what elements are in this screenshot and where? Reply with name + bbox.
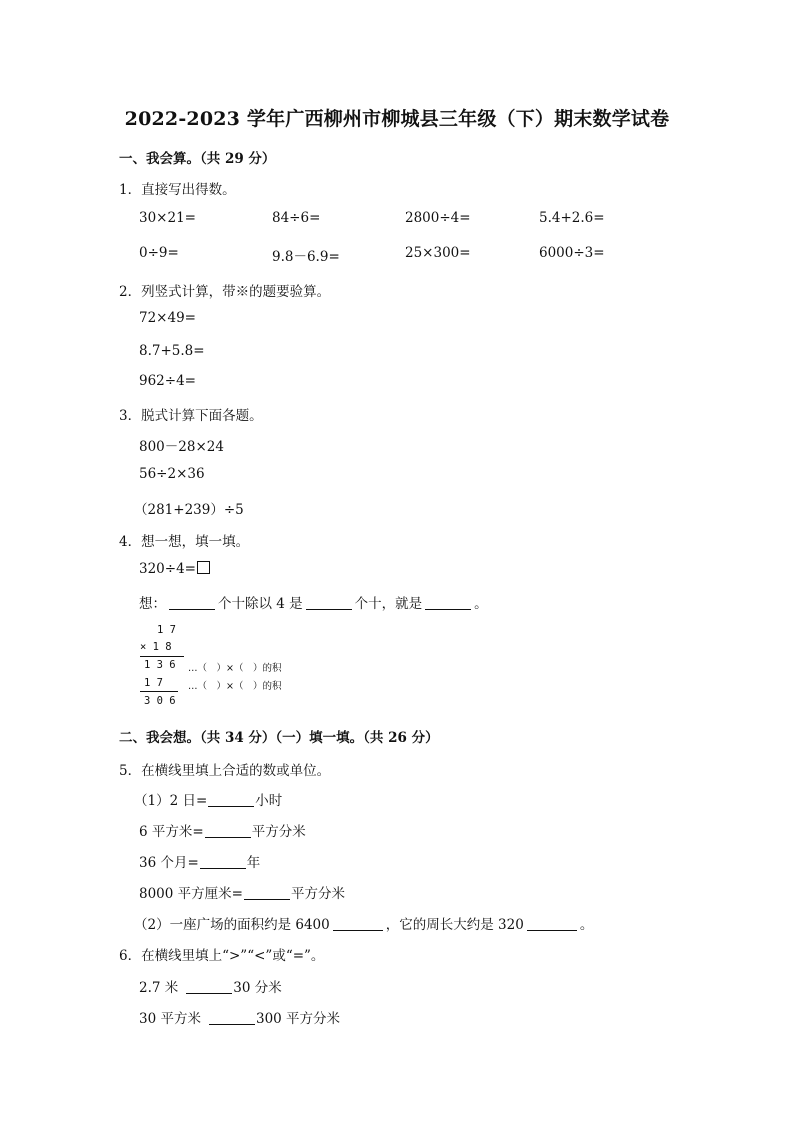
mult-top: 1 7: [157, 624, 176, 636]
answer-blank[interactable]: [306, 596, 352, 610]
answer-blank[interactable]: [205, 824, 251, 838]
answer-blank[interactable]: [527, 917, 577, 931]
q4-equation: [139, 561, 210, 577]
answer-box[interactable]: [197, 561, 210, 574]
page-title: 2022-2023 学年广西柳州市柳城县三年级（下）期末数学试卷: [124, 108, 670, 130]
q6-b: [139, 1007, 340, 1027]
q6-text: 2.7 米: [139, 980, 179, 996]
q4-think-end: 。: [474, 596, 488, 612]
q4-think-line: [139, 592, 488, 612]
answer-blank[interactable]: [333, 917, 383, 931]
q1-item: 0÷9=: [139, 245, 179, 261]
q6-a: [139, 976, 282, 996]
q1-item: 5.4+2.6=: [539, 210, 605, 226]
q5-text: ，它的周长大约是 320: [385, 917, 524, 933]
q5-c: [139, 851, 260, 871]
q3-stem: 3．脱式计算下面各题。: [119, 408, 263, 424]
mult-rule: [140, 656, 184, 657]
mult-rule: [140, 691, 178, 692]
q1-item: 25×300=: [405, 245, 471, 261]
answer-blank[interactable]: [186, 980, 232, 994]
answer-blank[interactable]: [169, 596, 215, 610]
q2-stem: 2．列竖式计算，带※的题要验算。: [119, 284, 331, 300]
q5-unit: 小时: [255, 793, 283, 809]
q3-item: 800－28×24: [139, 439, 224, 455]
q1-item: 30×21=: [139, 210, 196, 226]
q1-item: 84÷6=: [272, 210, 321, 226]
q4-stem: 4．想一想，填一填。: [119, 534, 250, 550]
q6-text: 30 分米: [233, 980, 282, 996]
answer-blank[interactable]: [425, 596, 471, 610]
q3-item: 56÷2×36: [139, 466, 205, 482]
q5-text: 8000 平方厘米=: [139, 886, 243, 902]
q5-d: [139, 882, 345, 902]
q5-text: 6 平方米=: [139, 824, 204, 840]
answer-blank[interactable]: [209, 1011, 255, 1025]
q2-item: 962÷4=: [139, 373, 196, 389]
q5-text: （1）2 日=: [134, 793, 208, 809]
answer-blank[interactable]: [200, 855, 246, 869]
q5-unit: 年: [246, 855, 261, 871]
q5-stem: 5．在横线里填上合适的数或单位。: [119, 763, 331, 779]
mult-partial-1: 1 3 6: [144, 659, 176, 671]
mult-partial-2: 1 7: [144, 677, 163, 689]
answer-blank[interactable]: [244, 886, 290, 900]
q5-unit: 平方分米: [251, 824, 306, 840]
q4-think-label: 想：: [139, 596, 166, 612]
q2-item: 72×49=: [139, 310, 196, 326]
q6-stem: 6．在横线里填上“>”“<”或“=”。: [119, 948, 325, 964]
mult-result: 3 0 6: [144, 695, 176, 707]
section-2-heading: 二、我会想。（共 34 分）（一）填一填。（共 26 分）: [119, 730, 439, 746]
q6-text: 300 平方分米: [255, 1011, 341, 1027]
q1-item: 6000÷3=: [539, 245, 605, 261]
q5-text: （2）一座广场的面积约是 6400: [134, 917, 330, 933]
q5-b: [139, 820, 306, 840]
q1-item: 9.8－6.9=: [272, 249, 340, 265]
q3-item: （281+239）÷5: [134, 502, 244, 518]
q5-a: [134, 789, 282, 809]
q6-text: 30 平方米: [139, 1011, 201, 1027]
q1-item: 2800÷4=: [405, 210, 471, 226]
mult-times: × 1 8: [140, 641, 172, 653]
q4-think-text: 个十，就是: [354, 596, 423, 612]
q2-item: 8.7+5.8=: [139, 343, 205, 359]
q5-unit: 平方分米: [290, 886, 345, 902]
q5-e: [134, 913, 593, 933]
mult-note: …（ ）×（ ）的积: [188, 663, 282, 674]
q4-equation-text: 320÷4=: [139, 561, 196, 577]
section-1-heading: 一、我会算。（共 29 分）: [119, 151, 276, 167]
q5-text: 36 个月=: [139, 855, 199, 871]
q4-think-text: 个十除以 4 是: [218, 596, 303, 612]
answer-blank[interactable]: [208, 793, 254, 807]
q1-stem: 1．直接写出得数。: [119, 182, 236, 198]
mult-note: …（ ）×（ ）的积: [188, 681, 282, 692]
q5-text: 。: [579, 917, 594, 933]
